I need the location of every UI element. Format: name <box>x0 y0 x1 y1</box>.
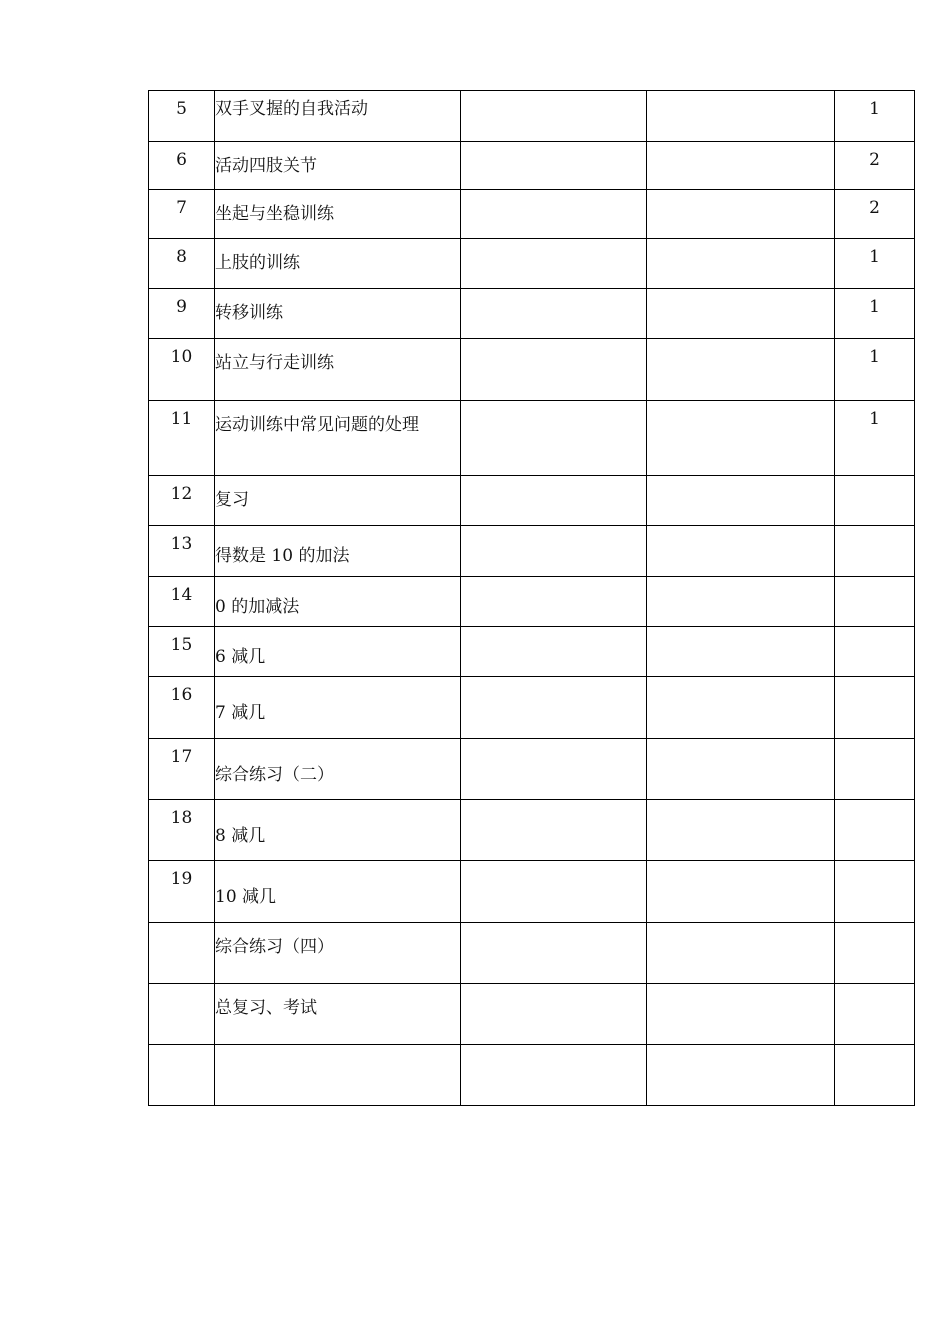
row-number: 7 <box>149 190 215 239</box>
row-column-3 <box>461 800 647 861</box>
row-hours: 1 <box>835 91 915 142</box>
row-number: 11 <box>149 401 215 476</box>
row-hours <box>835 526 915 577</box>
row-title: 上肢的训练 <box>215 239 461 289</box>
row-column-3 <box>461 984 647 1045</box>
row-title: 10 减几 <box>215 861 461 923</box>
row-hours: 2 <box>835 190 915 239</box>
row-column-4 <box>647 677 835 739</box>
row-column-3 <box>461 577 647 627</box>
row-hours <box>835 627 915 677</box>
row-hours <box>835 577 915 627</box>
table-row <box>149 627 915 677</box>
table-row <box>149 142 915 190</box>
row-number: 19 <box>149 861 215 923</box>
row-number: 12 <box>149 476 215 526</box>
table-row <box>149 526 915 577</box>
table-row <box>149 923 915 984</box>
row-number: 16 <box>149 677 215 739</box>
row-title: 转移训练 <box>215 289 461 339</box>
row-column-4 <box>647 476 835 526</box>
row-title: 复习 <box>215 476 461 526</box>
table-row <box>149 577 915 627</box>
row-column-4 <box>647 577 835 627</box>
row-hours: 1 <box>835 401 915 476</box>
row-hours <box>835 1045 915 1106</box>
row-hours <box>835 923 915 984</box>
schedule-table-body <box>149 91 915 1106</box>
table-row <box>149 861 915 923</box>
row-hours: 1 <box>835 289 915 339</box>
table-row <box>149 401 915 476</box>
row-number <box>149 923 215 984</box>
row-column-3 <box>461 401 647 476</box>
row-title: 活动四肢关节 <box>215 142 461 190</box>
row-column-3 <box>461 677 647 739</box>
row-column-4 <box>647 190 835 239</box>
row-column-4 <box>647 984 835 1045</box>
row-title: 0 的加减法 <box>215 577 461 627</box>
table-row <box>149 239 915 289</box>
table-row <box>149 1045 915 1106</box>
table-row <box>149 91 915 142</box>
row-column-4 <box>647 289 835 339</box>
row-number: 13 <box>149 526 215 577</box>
row-column-4 <box>647 339 835 401</box>
row-column-3 <box>461 526 647 577</box>
row-number: 10 <box>149 339 215 401</box>
row-column-4 <box>647 91 835 142</box>
row-number: 14 <box>149 577 215 627</box>
table-row <box>149 476 915 526</box>
schedule-table <box>148 90 915 1106</box>
row-number <box>149 984 215 1045</box>
row-title: 坐起与坐稳训练 <box>215 190 461 239</box>
row-hours <box>835 861 915 923</box>
row-column-4 <box>647 861 835 923</box>
row-column-4 <box>647 627 835 677</box>
row-hours: 1 <box>835 239 915 289</box>
row-title: 双手叉握的自我活动 <box>215 91 461 142</box>
row-column-3 <box>461 339 647 401</box>
row-title: 8 减几 <box>215 800 461 861</box>
row-title <box>215 1045 461 1106</box>
row-hours: 2 <box>835 142 915 190</box>
row-hours <box>835 739 915 800</box>
row-column-3 <box>461 476 647 526</box>
row-column-3 <box>461 923 647 984</box>
row-title: 7 减几 <box>215 677 461 739</box>
row-column-3 <box>461 239 647 289</box>
row-title: 6 减几 <box>215 627 461 677</box>
row-column-3 <box>461 142 647 190</box>
row-column-4 <box>647 239 835 289</box>
row-column-4 <box>647 142 835 190</box>
row-title: 运动训练中常见问题的处理 <box>215 401 461 476</box>
row-column-4 <box>647 526 835 577</box>
row-hours <box>835 677 915 739</box>
row-column-3 <box>461 861 647 923</box>
row-column-3 <box>461 739 647 800</box>
row-column-3 <box>461 627 647 677</box>
row-column-4 <box>647 923 835 984</box>
row-column-3 <box>461 91 647 142</box>
table-row <box>149 739 915 800</box>
table-row <box>149 677 915 739</box>
row-number: 18 <box>149 800 215 861</box>
row-column-4 <box>647 1045 835 1106</box>
row-column-3 <box>461 1045 647 1106</box>
row-number: 6 <box>149 142 215 190</box>
table-row <box>149 800 915 861</box>
row-title: 综合练习（四） <box>215 923 461 984</box>
table-row <box>149 190 915 239</box>
row-number: 17 <box>149 739 215 800</box>
row-hours <box>835 476 915 526</box>
table-row <box>149 289 915 339</box>
row-hours: 1 <box>835 339 915 401</box>
row-column-4 <box>647 401 835 476</box>
row-hours <box>835 984 915 1045</box>
row-column-4 <box>647 739 835 800</box>
table-row <box>149 339 915 401</box>
row-column-3 <box>461 289 647 339</box>
row-number: 15 <box>149 627 215 677</box>
row-title: 总复习、考试 <box>215 984 461 1045</box>
row-title: 综合练习（二） <box>215 739 461 800</box>
row-number <box>149 1045 215 1106</box>
row-number: 5 <box>149 91 215 142</box>
row-title: 得数是 10 的加法 <box>215 526 461 577</box>
table-row <box>149 984 915 1045</box>
row-title: 站立与行走训练 <box>215 339 461 401</box>
row-hours <box>835 800 915 861</box>
row-column-4 <box>647 800 835 861</box>
row-column-3 <box>461 190 647 239</box>
row-number: 8 <box>149 239 215 289</box>
row-number: 9 <box>149 289 215 339</box>
